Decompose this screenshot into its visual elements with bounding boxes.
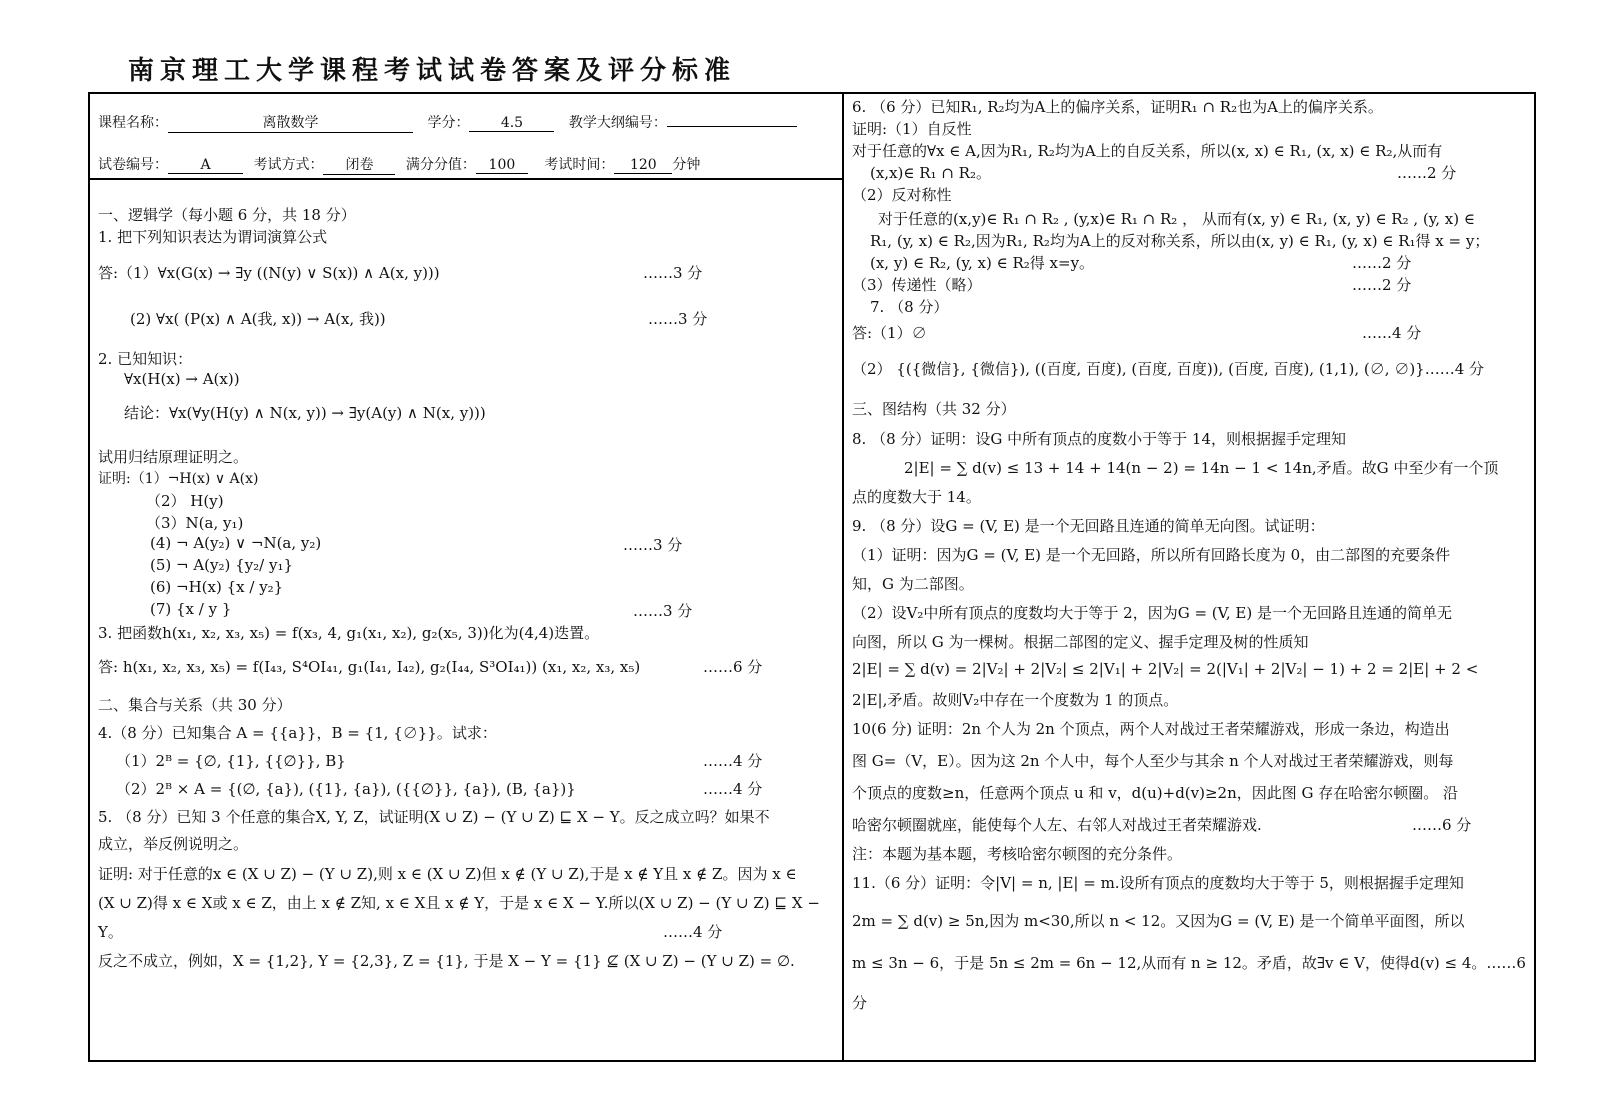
course-value: 离散数学 bbox=[168, 112, 413, 133]
proof-line: 向图，所以 G 为一棵树。根据二部图的定义、握手定理及树的性质知 bbox=[852, 633, 1309, 651]
course-info-row-2 bbox=[98, 154, 700, 175]
score-mark: ……3 分 bbox=[633, 602, 693, 620]
conclusion-formula: 结论：∀x(∀y(H(y) ∧ N(x, y)) → ∃y(A(y) ∧ N(x, y))) bbox=[124, 404, 486, 422]
proof-line: 对于任意的(x,y)∈ R₁ ∩ R₂ , (y,x)∈ R₁ ∩ R₂ ， 从而有(x, y) ∈ R₁, (x, y) ∈ R₂ , (y, x) ∈ bbox=[878, 210, 1475, 228]
score-mark: ……6 分 bbox=[1412, 816, 1472, 834]
credit-value: 4.5 bbox=[469, 115, 554, 132]
full-score-value: 100 bbox=[476, 157, 528, 174]
proof-line: 个顶点的度数≥n，任意两个顶点 u 和 v，d(u)+d(v)≥2n，因此图 G 存在哈密尔顿圈。 沿 bbox=[852, 784, 1459, 802]
score-mark: ……4 分 bbox=[663, 923, 723, 941]
score-mark: ……4 分 bbox=[703, 752, 763, 770]
column-divider bbox=[842, 92, 844, 1062]
question-text: 4.（8 分）已知集合 A = {{a}}，B = {1, {∅}}。试求： bbox=[98, 724, 497, 742]
proof-line: R₁, (y, x) ∈ R₂,因为R₁, R₂均为A上的反对称关系，所以由(x, y) ∈ R₁, (y, x) ∈ R₁得 x = y； bbox=[870, 232, 1490, 250]
answer-line: 答: h(x₁, x₂, x₃, x₅) = f(I₄₃, S⁴OI₄₁, g₁(I₄₁, I₄₂), g₂(I₄₄, S³OI₄₁)) (x₁, x₂, x₃, x₅) ……6 分 bbox=[98, 658, 763, 676]
proof-step: （2） H(y) bbox=[146, 492, 224, 510]
proof-line: （3）传递性（略） ……2 分 bbox=[852, 276, 1412, 294]
proof-line: （2）反对称性 bbox=[852, 186, 952, 204]
full-score-label: 满分分值： bbox=[405, 157, 476, 173]
proof-line: （2）设V₂中所有顶点的度数均大于等于 2，因为G = (V, E) 是一个无回路且连通的简单无 bbox=[852, 604, 1452, 622]
knowledge-formula: ∀x(H(x) → A(x)) bbox=[124, 370, 240, 388]
proof-line: Y。 ……4 分 bbox=[98, 923, 723, 941]
proof-line: 2m = ∑ d(v) ≥ 5n,因为 m<30,所以 n < 12。又因为G = (V, E) 是一个简单平面图，所以 bbox=[852, 912, 1465, 930]
answer-line: 答:（1）∅ ……4 分 bbox=[852, 324, 1422, 342]
score-mark: ……4 分 bbox=[703, 780, 763, 798]
proof-line: (x,x)∈ R₁ ∩ R₂。 ……2 分 bbox=[870, 164, 1457, 182]
course-label: 课程名称： bbox=[98, 115, 168, 131]
syllabus-value bbox=[667, 126, 797, 127]
proof-line: 2|E| = ∑ d(v) = 2|V₂| + 2|V₂| ≤ 2|V₁| + 2|V₂| = 2(|V₁| + 2|V₂| − 1) + 2 = 2|E| + 2 < bbox=[852, 660, 1479, 678]
proof-line: 分 bbox=[852, 994, 868, 1012]
proof-line: 知，G 为二部图。 bbox=[852, 575, 974, 593]
section-heading: 一、逻辑学（每小题 6 分，共 18 分） bbox=[98, 206, 356, 224]
proof-line: 图 G=（V，E）。因为这 2n 个人中，每个人至少与其余 n 个人对战过王者荣耀游戏，则每 bbox=[852, 752, 1454, 770]
proof-line: （1）证明：因为G = (V, E) 是一个无回路，所以所有回路长度为 0，由二部图的充要条件 bbox=[852, 546, 1451, 564]
score-mark: ……2 分 bbox=[1352, 254, 1412, 272]
proof-line: 2|E| = ∑ d(v) ≤ 13 + 14 + 14(n − 2) = 14n − 1 < 14n,矛盾。故G 中至少有一个顶 bbox=[904, 459, 1499, 477]
proof-line: 证明:（1）自反性 bbox=[852, 120, 972, 138]
proof-line: 10(6 分) 证明：2n 个人为 2n 个顶点，两个人对战过王者荣耀游戏，形成一条边，构造出 bbox=[852, 720, 1450, 738]
question-text: 7. （8 分） bbox=[870, 298, 949, 316]
question-text: 11.（6 分）证明：令|V| = n, |E| = m.设所有顶点的度数均大于等于 5，则根据握手定理知 bbox=[852, 874, 1464, 892]
question-text: 6. （6 分）已知R₁, R₂均为A上的偏序关系，证明R₁ ∩ R₂也为A上的偏序关系。 bbox=[852, 98, 1383, 116]
answer-line: 答:（1）∀x(G(x) → ∃y ((N(y) ∨ S(x)) ∧ A(x, y))) ……3 分 bbox=[98, 264, 703, 282]
proof-step: (6) ¬H(x) {x / y₂} bbox=[150, 578, 284, 596]
right-column bbox=[848, 94, 1536, 1060]
proof-line: 证明: 对于任意的x ∈ (X ∪ Z) − (Y ∪ Z),则 x ∈ (X ∪ Z)但 x ∉ (Y ∪ Z),于是 x ∉ Y且 x ∉ Z。因为 x ∈ bbox=[98, 865, 797, 883]
answer-line: (2) ∀x( (P(x) ∧ A(我, x)) → A(x, 我)) ……3 分 bbox=[130, 310, 708, 328]
question-text: 5. （8 分）已知 3 个任意的集合X, Y, Z，试证明(X ∪ Z) − (Y ∪ Z) ⊑ X − Y。反之成立吗？如果不 bbox=[98, 808, 770, 826]
exam-type-value: 闭卷 bbox=[323, 154, 395, 175]
section-heading: 二、集合与关系（共 30 分） bbox=[98, 696, 292, 714]
proof-step: （3）N(a, y₁) bbox=[146, 514, 244, 532]
score-mark: ……6 分 bbox=[703, 658, 763, 676]
exam-time-unit: 分钟 bbox=[672, 157, 701, 173]
course-info-row-1 bbox=[98, 112, 797, 133]
question-text: 试用归结原理证明之。 bbox=[98, 448, 249, 466]
proof-line: 2|E|,矛盾。故则V₂中存在一个度数为 1 的顶点。 bbox=[852, 691, 1179, 709]
paper-no-label: 试卷编号： bbox=[98, 157, 168, 173]
answer-line: （2） {({微信}, {微信}), ((百度, 百度), (百度, 百度)), (百度, 百度), (1,1), (∅, ∅)}……4 分 bbox=[852, 360, 1485, 378]
proof-step: (5) ¬ A(y₂) {y₂/ y₁} bbox=[150, 556, 294, 574]
score-mark: ……2 分 bbox=[1352, 276, 1412, 294]
syllabus-label: 教学大纲编号： bbox=[568, 115, 667, 131]
proof-step: 证明:（1）¬H(x) ∨ A(x) bbox=[98, 471, 259, 487]
right-answers bbox=[852, 96, 1532, 1021]
proof-step: (4) ¬ A(y₂) ∨ ¬N(a, y₂) ……3 分 bbox=[150, 534, 683, 554]
answer-line: （1）2ᴮ = {∅, {1}, {{∅}}, B} ……4 分 bbox=[116, 752, 763, 770]
score-mark: ……3 分 bbox=[643, 264, 703, 282]
exam-time-label: 考试时间： bbox=[544, 157, 615, 173]
proof-line: m ≤ 3n − 6，于是 5n ≤ 2m = 6n − 12,从而有 n ≥ 12。矛盾，故∃v ∈ V，使得d(v) ≤ 4。……6 bbox=[852, 954, 1526, 972]
left-answers bbox=[98, 204, 838, 979]
question-text: 9. （8 分）设G = (V, E) 是一个无回路且连通的简单无向图。试证明： bbox=[852, 517, 1325, 535]
score-mark: ……3 分 bbox=[648, 310, 708, 328]
score-mark: ……2 分 bbox=[1397, 164, 1457, 182]
proof-step: (7) {x / y } ……3 分 bbox=[150, 600, 693, 620]
note-line: 注：本题为基本题，考核哈密尔顿图的充分条件。 bbox=[852, 845, 1183, 863]
question-text: 成立，举反例说明之。 bbox=[98, 835, 249, 853]
question-text: 1. 把下列知识表达为谓词演算公式 bbox=[98, 228, 328, 246]
exam-type-label: 考试方式： bbox=[253, 157, 324, 173]
score-mark: ……4 分 bbox=[1362, 324, 1422, 342]
page-title: 南京理工大学课程考试试卷答案及评分标准 bbox=[128, 56, 737, 86]
proof-line: (X ∪ Z)得 x ∈ X或 x ∈ Z，由上 x ∉ Z知, x ∈ X且 x ∉ Y，于是 x ∈ X − Y.所以(X ∪ Z) − (Y ∪ Z) ⊑ X − bbox=[98, 894, 820, 912]
section-heading: 三、图结构（共 32 分） bbox=[852, 400, 1016, 418]
question-text: 3. 把函数h(x₁, x₂, x₃, x₅) = f(x₃, 4, g₁(x₁, x₂), g₂(x₅, 3))化为(4,4)迭置。 bbox=[98, 624, 600, 642]
proof-line: 哈密尔顿圈就座，能使每个人左、右邻人对战过王者荣耀游戏. ……6 分 bbox=[852, 816, 1472, 834]
exam-time-value: 120 bbox=[614, 157, 672, 174]
question-text: 8. （8 分）证明：设G 中所有顶点的度数小于等于 14，则根据握手定理知 bbox=[852, 430, 1346, 448]
score-mark: ……3 分 bbox=[623, 536, 683, 554]
proof-line: 对于任意的∀x ∈ A,因为R₁, R₂均为A上的自反关系，所以(x, x) ∈ R₁, (x, x) ∈ R₂,从而有 bbox=[852, 142, 1443, 160]
proof-line: 反之不成立，例如，X = {1,2}, Y = {2,3}, Z = {1}, 于是 X − Y = {1} ⊈ (X ∪ Z) − (Y ∪ Z) = ∅. bbox=[98, 952, 795, 970]
left-column bbox=[90, 94, 840, 1060]
question-text: 2. 已知知识： bbox=[98, 350, 193, 368]
proof-line: (x, y) ∈ R₂, (y, x) ∈ R₂得 x=y。 ……2 分 bbox=[870, 254, 1412, 272]
course-info-header bbox=[90, 94, 842, 180]
answer-line: （2）2ᴮ × A = {(∅, {a}), ({1}, {a}), ({{∅}}, {a}), (B, {a})} ……4 分 bbox=[116, 780, 763, 798]
proof-line: 点的度数大于 14。 bbox=[852, 488, 981, 506]
credit-label: 学分： bbox=[427, 115, 470, 131]
paper-no-value: A bbox=[168, 157, 243, 174]
